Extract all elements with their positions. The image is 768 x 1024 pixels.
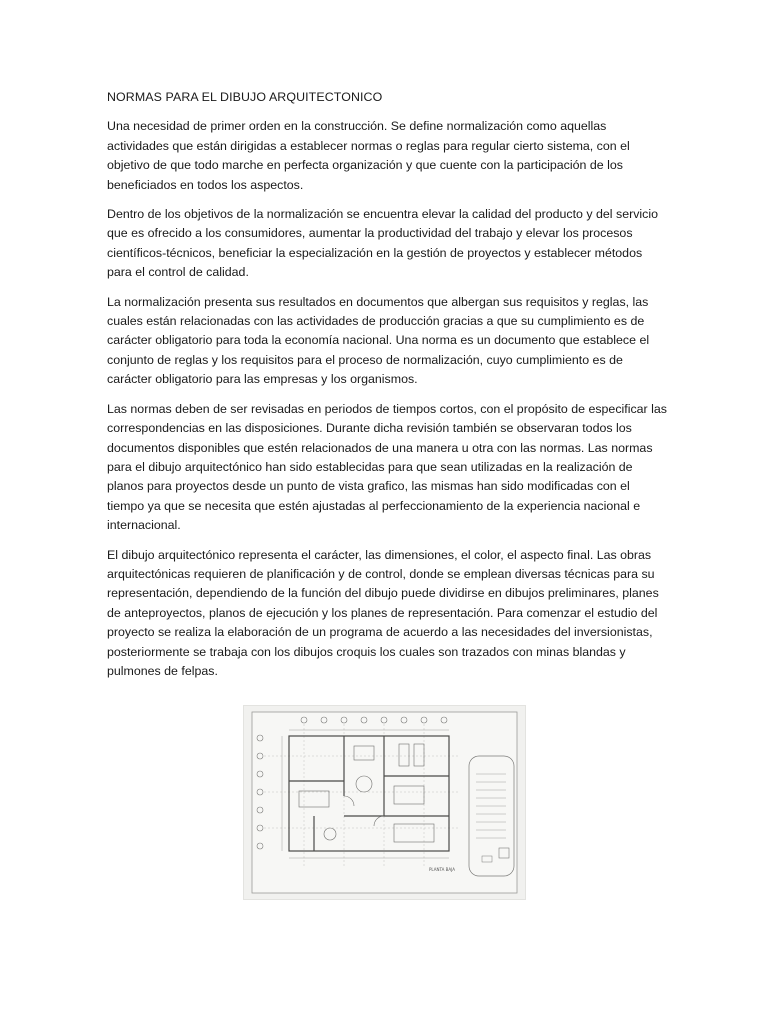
floor-plan-image — [243, 705, 526, 900]
paragraph-2: Dentro de los objetivos de la normalización se encuentra elevar la calidad del producto y del servicio que es ofrecido a los consumidores, aumentar la productividad del trabajo y elevar los procesos científicos-técnicos, beneficiar la especialización en la gestión de proyectos y establecer métodos para el control de calidad. — [107, 207, 659, 280]
document-title: NORMAS PARA EL DIBUJO ARQUITECTONICO — [107, 90, 383, 104]
paragraph-1: Una necesidad de primer orden en la construcción. Se define normalización como aquellas actividades que están dirigidas a establecer normas o reglas para regular cierto sistema, con el objetivo de que todo marche en perfecta organización y que cuente con la participación de los beneficiados en todos los aspectos. — [107, 119, 630, 192]
sheet-label: PLANTA BAJA — [429, 867, 455, 872]
floor-plan-drawing — [244, 706, 525, 899]
paragraph-5: El dibujo arquitectónico representa el carácter, las dimensiones, el color, el aspecto final. Las obras arquitectónicas requieren de planificación y de control, donde se emplean diversas técnicas para su representación, dependiendo de la función del dibujo puede dividirse en dibujos preliminares, planes de anteproyectos, planos de ejecución y los planes de representación. Para comenzar el estudio del proyecto se realiza la elaboración de un programa de acuerdo a las necesidades del inversionistas, posteriormente se trabaja con los dibujos croquis los cuales son trazados con minas blandas y pulmones de felpas. — [107, 547, 659, 678]
paragraph-3: La normalización presenta sus resultados en documentos que albergan sus requisitos y reglas, las cuales están relacionadas con las actividades de producción gracias a que su cumplimiento es de carácter obligatorio para toda la economía nacional. Una norma es un documento que establece el conjunto de reglas y los requisitos para el proceso de normalización, cuyo cumplimiento es de carácter obligatorio para las empresas y los organismos. — [107, 294, 650, 387]
document-body — [107, 88, 667, 691]
paragraph-4: Las normas deben de ser revisadas en periodos de tiempos cortos, con el propósito de especificar las correspondencias en las disposiciones. Durante dicha revisión también se observaran todos los documentos disponibles que estén relacionados de una manera u otra con las normas. Las normas para el dibujo arquitectónico han sido establecidas para que sean utilizadas en la realización de planos para proyectos desde un punto de vista grafico, las mismas han sido modificadas con el tiempo ya que se necesita que estén ajustadas al perfeccionamiento de la experiencia nacional e internacional. — [107, 401, 667, 533]
